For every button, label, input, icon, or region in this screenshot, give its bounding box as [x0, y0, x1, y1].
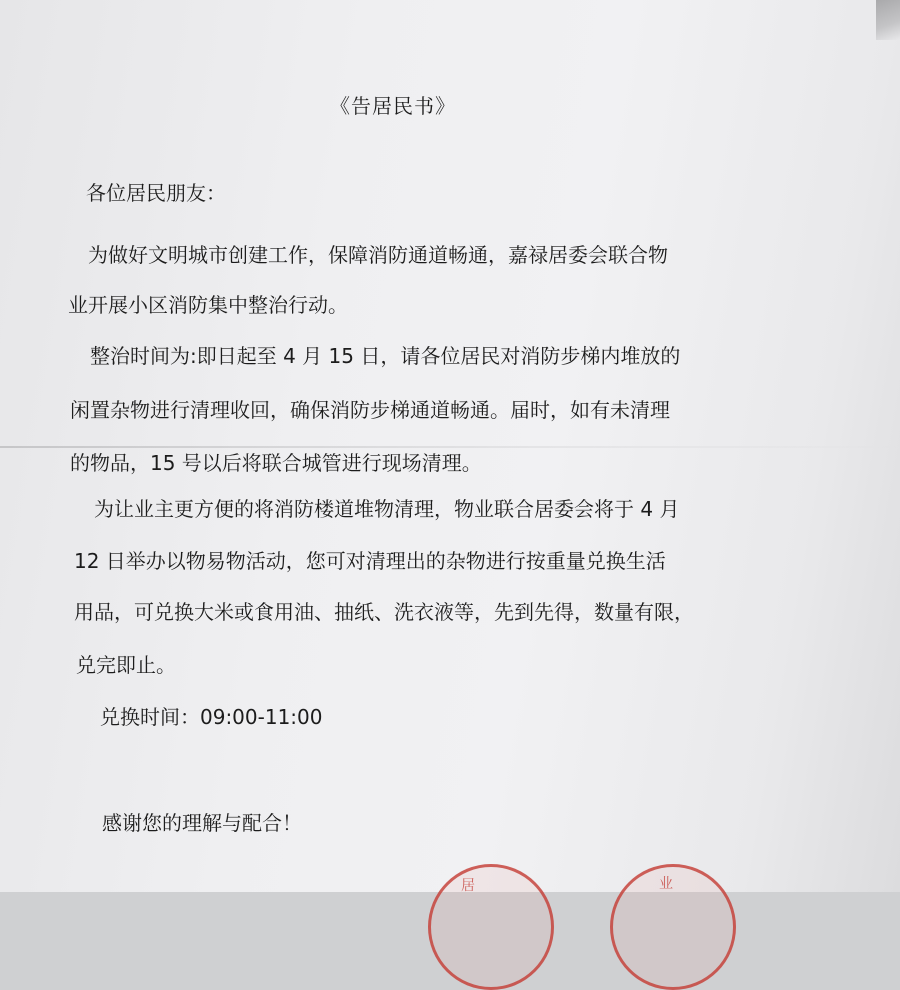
paper-corner-shadow	[876, 0, 900, 40]
closing-thanks: 感谢您的理解与配合！	[102, 811, 302, 835]
paragraph3-line1: 为让业主更方便的将消防楼道堆物清理，物业联合居委会将于 4 月	[94, 497, 680, 521]
paragraph3-line3: 用品，可兑换大米或食用油、抽纸、洗衣液等，先到先得，数量有限，	[74, 600, 694, 624]
salutation: 各位居民朋友：	[86, 181, 226, 205]
notice-title: 《告居民书》	[330, 94, 456, 118]
paragraph2-line2: 闲置杂物进行清理收回，确保消防步梯通道畅通。届时，如有未清理	[70, 398, 670, 422]
paragraph1-line1: 为做好文明城市创建工作，保障消防通道畅通，嘉禄居委会联合物	[88, 243, 668, 267]
paragraph2-line1: 整治时间为:即日起至 4 月 15 日，请各位居民对消防步梯内堆放的	[90, 344, 681, 368]
paragraph1-line2: 业开展小区消防集中整治行动。	[68, 293, 348, 317]
seal-text: 居	[461, 878, 475, 894]
property-seal-stamp	[610, 864, 736, 990]
exchange-hours: 兑换时间：09:00-11:00	[100, 705, 323, 729]
paragraph2-line3: 的物品，15 号以后将联合城管进行现场清理。	[70, 451, 482, 475]
committee-seal-stamp	[428, 864, 554, 990]
seal-text: 业	[659, 876, 673, 892]
paragraph3-line2: 12 日举办以物易物活动，您可对清理出的杂物进行按重量兑换生活	[74, 549, 666, 573]
paragraph3-line4: 兑完即止。	[76, 653, 176, 677]
